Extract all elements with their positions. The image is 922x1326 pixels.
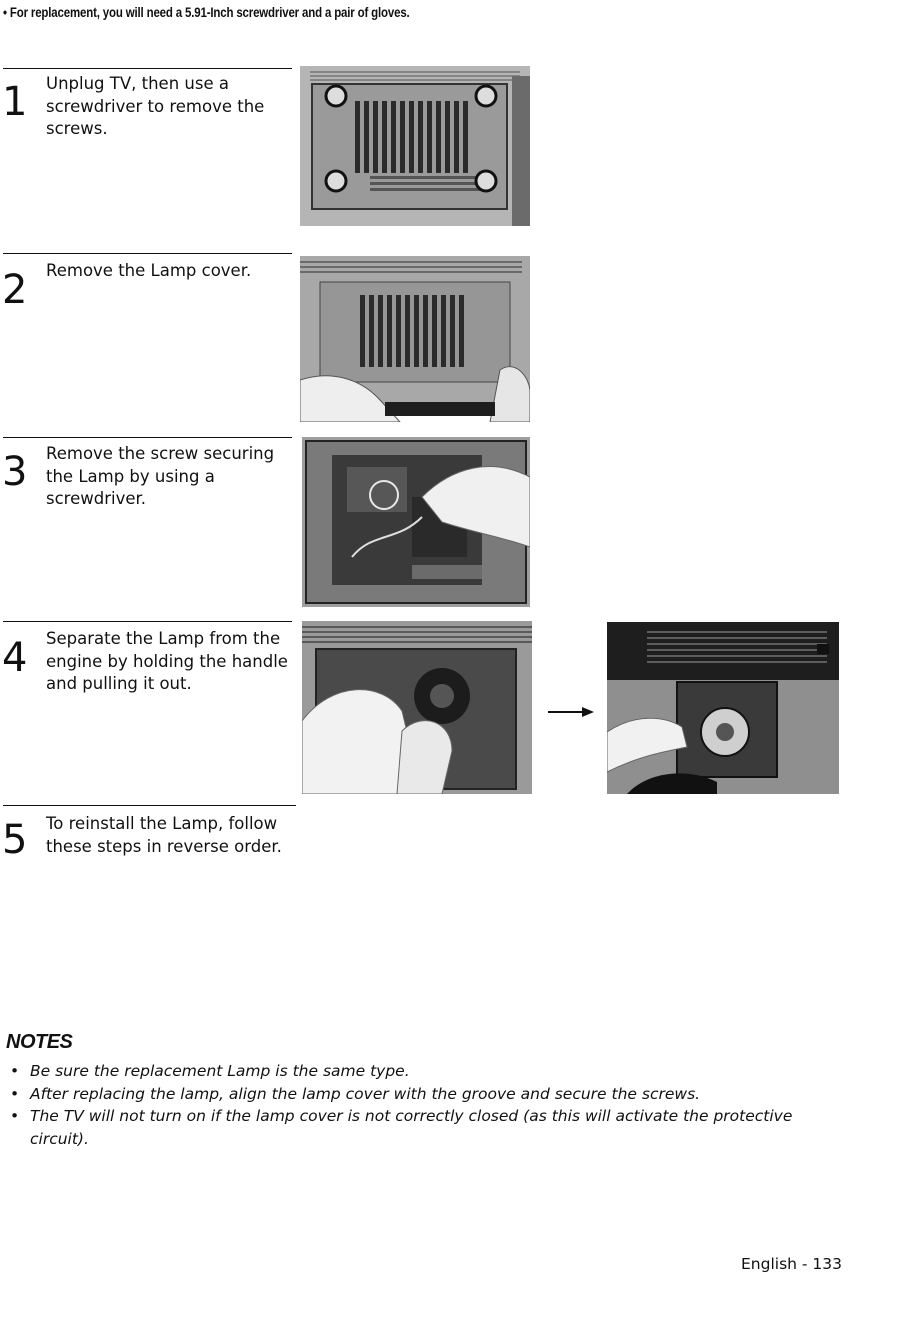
notes-item-text: Be sure the replacement Lamp is the same type.	[30, 1062, 410, 1080]
step-1-rule	[3, 68, 292, 69]
step-5-rule	[3, 805, 296, 806]
notes-title: NOTES	[6, 1031, 73, 1053]
step-4-rule	[3, 621, 292, 622]
arrow-icon	[548, 706, 594, 718]
bullet-icon: •	[10, 1084, 20, 1103]
step-2-text: Remove the Lamp cover.	[46, 261, 252, 280]
step-2-number: 2	[2, 267, 28, 313]
step-3-photo	[302, 437, 530, 607]
step-1-number: 1	[2, 79, 28, 125]
notes-list	[8, 1060, 848, 1150]
step-3-number: 3	[2, 449, 28, 495]
step-5-number: 5	[2, 817, 28, 863]
step-5-text: To reinstall the Lamp, follow these steps in reverse order.	[46, 814, 282, 856]
step-1-photo	[300, 66, 530, 226]
step-2-rule	[3, 253, 292, 254]
step-4-photo-a	[302, 621, 532, 794]
step-2-photo	[300, 250, 530, 422]
step-1-text: Unplug TV, then use a screwdriver to remove the screws.	[46, 74, 265, 138]
bullet-icon: •	[10, 1107, 20, 1125]
notes-item	[8, 1060, 848, 1083]
step-4-text: Separate the Lamp from the engine by holding the handle and pulling it out.	[46, 629, 288, 693]
step-3-rule	[3, 437, 292, 438]
page-number: English - 133	[741, 1255, 842, 1273]
notes-item-text: After replacing the lamp, align the lamp cover with the groove and secure the screws.	[30, 1084, 701, 1103]
intro-note: • For replacement, you will need a 5.91-Inch screwdriver and a pair of gloves.	[3, 4, 410, 20]
step-3-text: Remove the screw securing the Lamp by using a screwdriver.	[46, 444, 275, 508]
notes-item-text: The TV will not turn on if the lamp cover is not correctly closed (as this will activate the protective circuit).	[30, 1107, 793, 1148]
notes-item	[8, 1105, 848, 1150]
step-4-number: 4	[2, 635, 28, 681]
notes-item	[8, 1083, 848, 1106]
bullet-icon: •	[10, 1062, 20, 1080]
step-4-photo-b	[607, 622, 839, 794]
